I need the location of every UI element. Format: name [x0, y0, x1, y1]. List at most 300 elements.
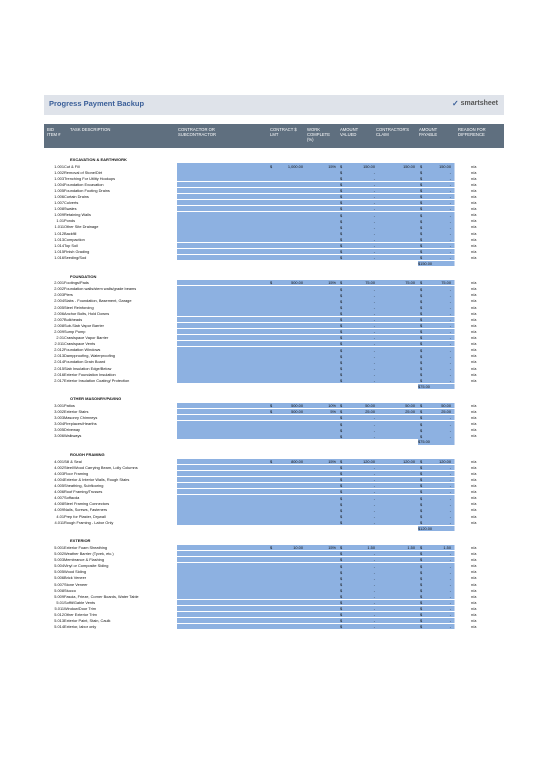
section-total-cell[interactable]	[418, 439, 455, 445]
contractor-cell[interactable]	[177, 323, 269, 329]
contract-amount-cell[interactable]	[268, 551, 307, 557]
contractors-claim-cell[interactable]	[378, 459, 419, 465]
amount-payable-cell[interactable]	[418, 409, 455, 415]
work-complete-cell[interactable]	[306, 459, 339, 465]
amount-payable-cell[interactable]	[418, 371, 455, 377]
contract-amount-cell[interactable]	[268, 433, 307, 439]
contract-amount-cell[interactable]	[268, 624, 307, 630]
amount-valued-cell[interactable]	[338, 304, 379, 310]
contractors-claim-cell[interactable]	[378, 341, 419, 347]
contractors-claim-cell[interactable]	[378, 507, 419, 513]
amount-valued-cell[interactable]	[338, 292, 379, 298]
contractors-claim-cell[interactable]	[378, 421, 419, 427]
contractors-claim-cell[interactable]	[378, 612, 419, 618]
amount-valued-cell[interactable]	[338, 169, 379, 175]
contract-amount-cell[interactable]	[268, 347, 307, 353]
amount-valued-cell[interactable]	[338, 600, 379, 606]
amount-payable-cell[interactable]	[418, 236, 455, 242]
contractors-claim-cell[interactable]	[378, 310, 419, 316]
amount-valued-cell[interactable]	[338, 483, 379, 489]
work-complete-cell[interactable]	[306, 249, 339, 255]
work-complete-cell[interactable]	[306, 163, 339, 169]
contract-amount-cell[interactable]	[268, 310, 307, 316]
contractor-cell[interactable]	[177, 317, 269, 323]
amount-valued-cell[interactable]	[338, 329, 379, 335]
contractors-claim-cell[interactable]	[378, 212, 419, 218]
work-complete-cell[interactable]	[306, 415, 339, 421]
contract-amount-cell[interactable]	[268, 169, 307, 175]
contractor-cell[interactable]	[177, 304, 269, 310]
amount-payable-cell[interactable]	[418, 551, 455, 557]
amount-valued-cell[interactable]	[338, 298, 379, 304]
contractors-claim-cell[interactable]	[378, 353, 419, 359]
amount-valued-cell[interactable]	[338, 575, 379, 581]
contractor-cell[interactable]	[177, 255, 269, 261]
work-complete-cell[interactable]	[306, 575, 339, 581]
contract-amount-cell[interactable]	[268, 236, 307, 242]
work-complete-cell[interactable]	[306, 581, 339, 587]
amount-valued-cell[interactable]	[338, 175, 379, 181]
work-complete-cell[interactable]	[306, 286, 339, 292]
work-complete-cell[interactable]	[306, 280, 339, 286]
contractors-claim-cell[interactable]	[378, 519, 419, 525]
contract-amount-cell[interactable]	[268, 459, 307, 465]
work-complete-cell[interactable]	[306, 465, 339, 471]
amount-payable-cell[interactable]	[418, 292, 455, 298]
amount-valued-cell[interactable]	[338, 163, 379, 169]
amount-valued-cell[interactable]	[338, 224, 379, 230]
amount-payable-cell[interactable]	[418, 298, 455, 304]
amount-valued-cell[interactable]	[338, 569, 379, 575]
amount-payable-cell[interactable]	[418, 206, 455, 212]
work-complete-cell[interactable]	[306, 624, 339, 630]
amount-payable-cell[interactable]	[418, 575, 455, 581]
contractors-claim-cell[interactable]	[378, 403, 419, 409]
amount-payable-cell[interactable]	[418, 224, 455, 230]
contractors-claim-cell[interactable]	[378, 427, 419, 433]
contractors-claim-cell[interactable]	[378, 618, 419, 624]
amount-payable-cell[interactable]	[418, 200, 455, 206]
contractors-claim-cell[interactable]	[378, 409, 419, 415]
amount-payable-cell[interactable]	[418, 377, 455, 383]
amount-valued-cell[interactable]	[338, 587, 379, 593]
amount-valued-cell[interactable]	[338, 433, 379, 439]
contractors-claim-cell[interactable]	[378, 587, 419, 593]
contract-amount-cell[interactable]	[268, 206, 307, 212]
contractor-cell[interactable]	[177, 606, 269, 612]
contract-amount-cell[interactable]	[268, 175, 307, 181]
amount-payable-cell[interactable]	[418, 317, 455, 323]
contractor-cell[interactable]	[177, 427, 269, 433]
contractor-cell[interactable]	[177, 563, 269, 569]
contractor-cell[interactable]	[177, 489, 269, 495]
work-complete-cell[interactable]	[306, 182, 339, 188]
contract-amount-cell[interactable]	[268, 569, 307, 575]
contractor-cell[interactable]	[177, 175, 269, 181]
contractor-cell[interactable]	[177, 329, 269, 335]
work-complete-cell[interactable]	[306, 347, 339, 353]
amount-payable-cell[interactable]	[418, 212, 455, 218]
contractors-claim-cell[interactable]	[378, 175, 419, 181]
contractor-cell[interactable]	[177, 224, 269, 230]
work-complete-cell[interactable]	[306, 298, 339, 304]
work-complete-cell[interactable]	[306, 403, 339, 409]
amount-payable-cell[interactable]	[418, 280, 455, 286]
contractors-claim-cell[interactable]	[378, 335, 419, 341]
contractor-cell[interactable]	[177, 618, 269, 624]
contractors-claim-cell[interactable]	[378, 323, 419, 329]
work-complete-cell[interactable]	[306, 471, 339, 477]
amount-valued-cell[interactable]	[338, 495, 379, 501]
amount-payable-cell[interactable]	[418, 581, 455, 587]
work-complete-cell[interactable]	[306, 409, 339, 415]
contractor-cell[interactable]	[177, 495, 269, 501]
contractor-cell[interactable]	[177, 545, 269, 551]
contractor-cell[interactable]	[177, 483, 269, 489]
amount-valued-cell[interactable]	[338, 612, 379, 618]
contract-amount-cell[interactable]	[268, 371, 307, 377]
contractor-cell[interactable]	[177, 353, 269, 359]
work-complete-cell[interactable]	[306, 310, 339, 316]
contractors-claim-cell[interactable]	[378, 477, 419, 483]
amount-valued-cell[interactable]	[338, 593, 379, 599]
amount-payable-cell[interactable]	[418, 286, 455, 292]
contractors-claim-cell[interactable]	[378, 377, 419, 383]
contract-amount-cell[interactable]	[268, 317, 307, 323]
work-complete-cell[interactable]	[306, 317, 339, 323]
amount-payable-cell[interactable]	[418, 310, 455, 316]
contract-amount-cell[interactable]	[268, 200, 307, 206]
amount-payable-cell[interactable]	[418, 459, 455, 465]
amount-payable-cell[interactable]	[418, 427, 455, 433]
work-complete-cell[interactable]	[306, 489, 339, 495]
contractor-cell[interactable]	[177, 403, 269, 409]
contractor-cell[interactable]	[177, 194, 269, 200]
amount-valued-cell[interactable]	[338, 563, 379, 569]
contractors-claim-cell[interactable]	[378, 249, 419, 255]
work-complete-cell[interactable]	[306, 371, 339, 377]
amount-valued-cell[interactable]	[338, 377, 379, 383]
contractors-claim-cell[interactable]	[378, 489, 419, 495]
contract-amount-cell[interactable]	[268, 365, 307, 371]
amount-payable-cell[interactable]	[418, 513, 455, 519]
amount-payable-cell[interactable]	[418, 182, 455, 188]
contract-amount-cell[interactable]	[268, 507, 307, 513]
amount-valued-cell[interactable]	[338, 551, 379, 557]
contractor-cell[interactable]	[177, 377, 269, 383]
amount-payable-cell[interactable]	[418, 243, 455, 249]
work-complete-cell[interactable]	[306, 236, 339, 242]
work-complete-cell[interactable]	[306, 569, 339, 575]
contractors-claim-cell[interactable]	[378, 304, 419, 310]
contractor-cell[interactable]	[177, 471, 269, 477]
contractor-cell[interactable]	[177, 206, 269, 212]
amount-valued-cell[interactable]	[338, 403, 379, 409]
contract-amount-cell[interactable]	[268, 427, 307, 433]
contractors-claim-cell[interactable]	[378, 243, 419, 249]
amount-valued-cell[interactable]	[338, 212, 379, 218]
contract-amount-cell[interactable]	[268, 329, 307, 335]
contractors-claim-cell[interactable]	[378, 593, 419, 599]
work-complete-cell[interactable]	[306, 292, 339, 298]
work-complete-cell[interactable]	[306, 427, 339, 433]
work-complete-cell[interactable]	[306, 359, 339, 365]
work-complete-cell[interactable]	[306, 477, 339, 483]
contract-amount-cell[interactable]	[268, 298, 307, 304]
work-complete-cell[interactable]	[306, 335, 339, 341]
contractors-claim-cell[interactable]	[378, 169, 419, 175]
contractor-cell[interactable]	[177, 507, 269, 513]
contract-amount-cell[interactable]	[268, 483, 307, 489]
work-complete-cell[interactable]	[306, 593, 339, 599]
amount-payable-cell[interactable]	[418, 230, 455, 236]
amount-valued-cell[interactable]	[338, 427, 379, 433]
work-complete-cell[interactable]	[306, 175, 339, 181]
contractors-claim-cell[interactable]	[378, 317, 419, 323]
work-complete-cell[interactable]	[306, 600, 339, 606]
contractor-cell[interactable]	[177, 365, 269, 371]
work-complete-cell[interactable]	[306, 243, 339, 249]
amount-valued-cell[interactable]	[338, 519, 379, 525]
contractors-claim-cell[interactable]	[378, 563, 419, 569]
contractor-cell[interactable]	[177, 335, 269, 341]
contractors-claim-cell[interactable]	[378, 236, 419, 242]
work-complete-cell[interactable]	[306, 519, 339, 525]
amount-payable-cell[interactable]	[418, 612, 455, 618]
amount-payable-cell[interactable]	[418, 545, 455, 551]
amount-valued-cell[interactable]	[338, 581, 379, 587]
work-complete-cell[interactable]	[306, 224, 339, 230]
contractor-cell[interactable]	[177, 421, 269, 427]
section-total-cell[interactable]	[418, 384, 455, 390]
contract-amount-cell[interactable]	[268, 495, 307, 501]
amount-valued-cell[interactable]	[338, 236, 379, 242]
work-complete-cell[interactable]	[306, 507, 339, 513]
contract-amount-cell[interactable]	[268, 563, 307, 569]
work-complete-cell[interactable]	[306, 557, 339, 563]
contractors-claim-cell[interactable]	[378, 371, 419, 377]
contract-amount-cell[interactable]	[268, 335, 307, 341]
amount-valued-cell[interactable]	[338, 409, 379, 415]
amount-payable-cell[interactable]	[418, 341, 455, 347]
contract-amount-cell[interactable]	[268, 286, 307, 292]
contract-amount-cell[interactable]	[268, 612, 307, 618]
amount-payable-cell[interactable]	[418, 600, 455, 606]
work-complete-cell[interactable]	[306, 501, 339, 507]
contractor-cell[interactable]	[177, 280, 269, 286]
amount-valued-cell[interactable]	[338, 218, 379, 224]
contractor-cell[interactable]	[177, 163, 269, 169]
amount-payable-cell[interactable]	[418, 335, 455, 341]
work-complete-cell[interactable]	[306, 188, 339, 194]
contractor-cell[interactable]	[177, 212, 269, 218]
amount-payable-cell[interactable]	[418, 359, 455, 365]
contractors-claim-cell[interactable]	[378, 194, 419, 200]
contract-amount-cell[interactable]	[268, 359, 307, 365]
contract-amount-cell[interactable]	[268, 188, 307, 194]
amount-payable-cell[interactable]	[418, 501, 455, 507]
contract-amount-cell[interactable]	[268, 409, 307, 415]
amount-valued-cell[interactable]	[338, 557, 379, 563]
contractor-cell[interactable]	[177, 501, 269, 507]
amount-valued-cell[interactable]	[338, 465, 379, 471]
amount-valued-cell[interactable]	[338, 477, 379, 483]
amount-payable-cell[interactable]	[418, 477, 455, 483]
contract-amount-cell[interactable]	[268, 218, 307, 224]
contractors-claim-cell[interactable]	[378, 606, 419, 612]
contract-amount-cell[interactable]	[268, 304, 307, 310]
work-complete-cell[interactable]	[306, 365, 339, 371]
amount-valued-cell[interactable]	[338, 206, 379, 212]
contractors-claim-cell[interactable]	[378, 545, 419, 551]
contract-amount-cell[interactable]	[268, 471, 307, 477]
contract-amount-cell[interactable]	[268, 501, 307, 507]
amount-valued-cell[interactable]	[338, 459, 379, 465]
amount-payable-cell[interactable]	[418, 483, 455, 489]
work-complete-cell[interactable]	[306, 194, 339, 200]
amount-payable-cell[interactable]	[418, 188, 455, 194]
amount-payable-cell[interactable]	[418, 618, 455, 624]
amount-valued-cell[interactable]	[338, 513, 379, 519]
contractors-claim-cell[interactable]	[378, 465, 419, 471]
contractor-cell[interactable]	[177, 477, 269, 483]
amount-valued-cell[interactable]	[338, 606, 379, 612]
amount-valued-cell[interactable]	[338, 371, 379, 377]
amount-payable-cell[interactable]	[418, 255, 455, 261]
amount-payable-cell[interactable]	[418, 175, 455, 181]
contractor-cell[interactable]	[177, 513, 269, 519]
work-complete-cell[interactable]	[306, 563, 339, 569]
contractor-cell[interactable]	[177, 182, 269, 188]
work-complete-cell[interactable]	[306, 513, 339, 519]
contract-amount-cell[interactable]	[268, 163, 307, 169]
contractors-claim-cell[interactable]	[378, 483, 419, 489]
contract-amount-cell[interactable]	[268, 341, 307, 347]
contractor-cell[interactable]	[177, 230, 269, 236]
contractors-claim-cell[interactable]	[378, 182, 419, 188]
contractor-cell[interactable]	[177, 557, 269, 563]
amount-payable-cell[interactable]	[418, 495, 455, 501]
contractors-claim-cell[interactable]	[378, 200, 419, 206]
contractors-claim-cell[interactable]	[378, 280, 419, 286]
amount-valued-cell[interactable]	[338, 243, 379, 249]
work-complete-cell[interactable]	[306, 304, 339, 310]
amount-valued-cell[interactable]	[338, 317, 379, 323]
contractor-cell[interactable]	[177, 575, 269, 581]
contract-amount-cell[interactable]	[268, 182, 307, 188]
contractor-cell[interactable]	[177, 236, 269, 242]
contractor-cell[interactable]	[177, 624, 269, 630]
amount-valued-cell[interactable]	[338, 280, 379, 286]
contractor-cell[interactable]	[177, 341, 269, 347]
contractor-cell[interactable]	[177, 188, 269, 194]
amount-payable-cell[interactable]	[418, 415, 455, 421]
amount-valued-cell[interactable]	[338, 501, 379, 507]
amount-valued-cell[interactable]	[338, 365, 379, 371]
contract-amount-cell[interactable]	[268, 575, 307, 581]
contract-amount-cell[interactable]	[268, 249, 307, 255]
contractors-claim-cell[interactable]	[378, 495, 419, 501]
amount-payable-cell[interactable]	[418, 557, 455, 563]
amount-valued-cell[interactable]	[338, 489, 379, 495]
work-complete-cell[interactable]	[306, 551, 339, 557]
contractor-cell[interactable]	[177, 569, 269, 575]
contractors-claim-cell[interactable]	[378, 292, 419, 298]
work-complete-cell[interactable]	[306, 206, 339, 212]
amount-payable-cell[interactable]	[418, 519, 455, 525]
contractors-claim-cell[interactable]	[378, 188, 419, 194]
work-complete-cell[interactable]	[306, 329, 339, 335]
contractor-cell[interactable]	[177, 519, 269, 525]
contractor-cell[interactable]	[177, 286, 269, 292]
contractor-cell[interactable]	[177, 409, 269, 415]
contract-amount-cell[interactable]	[268, 477, 307, 483]
contract-amount-cell[interactable]	[268, 581, 307, 587]
contractor-cell[interactable]	[177, 200, 269, 206]
contract-amount-cell[interactable]	[268, 519, 307, 525]
contractors-claim-cell[interactable]	[378, 255, 419, 261]
contractors-claim-cell[interactable]	[378, 513, 419, 519]
contractors-claim-cell[interactable]	[378, 230, 419, 236]
contractor-cell[interactable]	[177, 347, 269, 353]
contract-amount-cell[interactable]	[268, 353, 307, 359]
work-complete-cell[interactable]	[306, 341, 339, 347]
contract-amount-cell[interactable]	[268, 377, 307, 383]
contractors-claim-cell[interactable]	[378, 163, 419, 169]
amount-payable-cell[interactable]	[418, 489, 455, 495]
work-complete-cell[interactable]	[306, 218, 339, 224]
amount-payable-cell[interactable]	[418, 249, 455, 255]
contractor-cell[interactable]	[177, 243, 269, 249]
work-complete-cell[interactable]	[306, 200, 339, 206]
amount-payable-cell[interactable]	[418, 304, 455, 310]
amount-payable-cell[interactable]	[418, 471, 455, 477]
contract-amount-cell[interactable]	[268, 212, 307, 218]
contractor-cell[interactable]	[177, 218, 269, 224]
work-complete-cell[interactable]	[306, 353, 339, 359]
amount-payable-cell[interactable]	[418, 169, 455, 175]
contractors-claim-cell[interactable]	[378, 415, 419, 421]
amount-valued-cell[interactable]	[338, 421, 379, 427]
contractors-claim-cell[interactable]	[378, 551, 419, 557]
contractors-claim-cell[interactable]	[378, 557, 419, 563]
work-complete-cell[interactable]	[306, 612, 339, 618]
contractor-cell[interactable]	[177, 587, 269, 593]
contractors-claim-cell[interactable]	[378, 359, 419, 365]
amount-payable-cell[interactable]	[418, 323, 455, 329]
amount-valued-cell[interactable]	[338, 182, 379, 188]
amount-valued-cell[interactable]	[338, 545, 379, 551]
contract-amount-cell[interactable]	[268, 618, 307, 624]
amount-payable-cell[interactable]	[418, 194, 455, 200]
contractors-claim-cell[interactable]	[378, 501, 419, 507]
contractors-claim-cell[interactable]	[378, 600, 419, 606]
amount-payable-cell[interactable]	[418, 624, 455, 630]
work-complete-cell[interactable]	[306, 169, 339, 175]
work-complete-cell[interactable]	[306, 495, 339, 501]
contractors-claim-cell[interactable]	[378, 286, 419, 292]
contract-amount-cell[interactable]	[268, 421, 307, 427]
work-complete-cell[interactable]	[306, 433, 339, 439]
contract-amount-cell[interactable]	[268, 415, 307, 421]
section-total-cell[interactable]	[418, 261, 455, 267]
contractors-claim-cell[interactable]	[378, 224, 419, 230]
amount-valued-cell[interactable]	[338, 249, 379, 255]
contractor-cell[interactable]	[177, 612, 269, 618]
contractor-cell[interactable]	[177, 581, 269, 587]
work-complete-cell[interactable]	[306, 587, 339, 593]
work-complete-cell[interactable]	[306, 230, 339, 236]
